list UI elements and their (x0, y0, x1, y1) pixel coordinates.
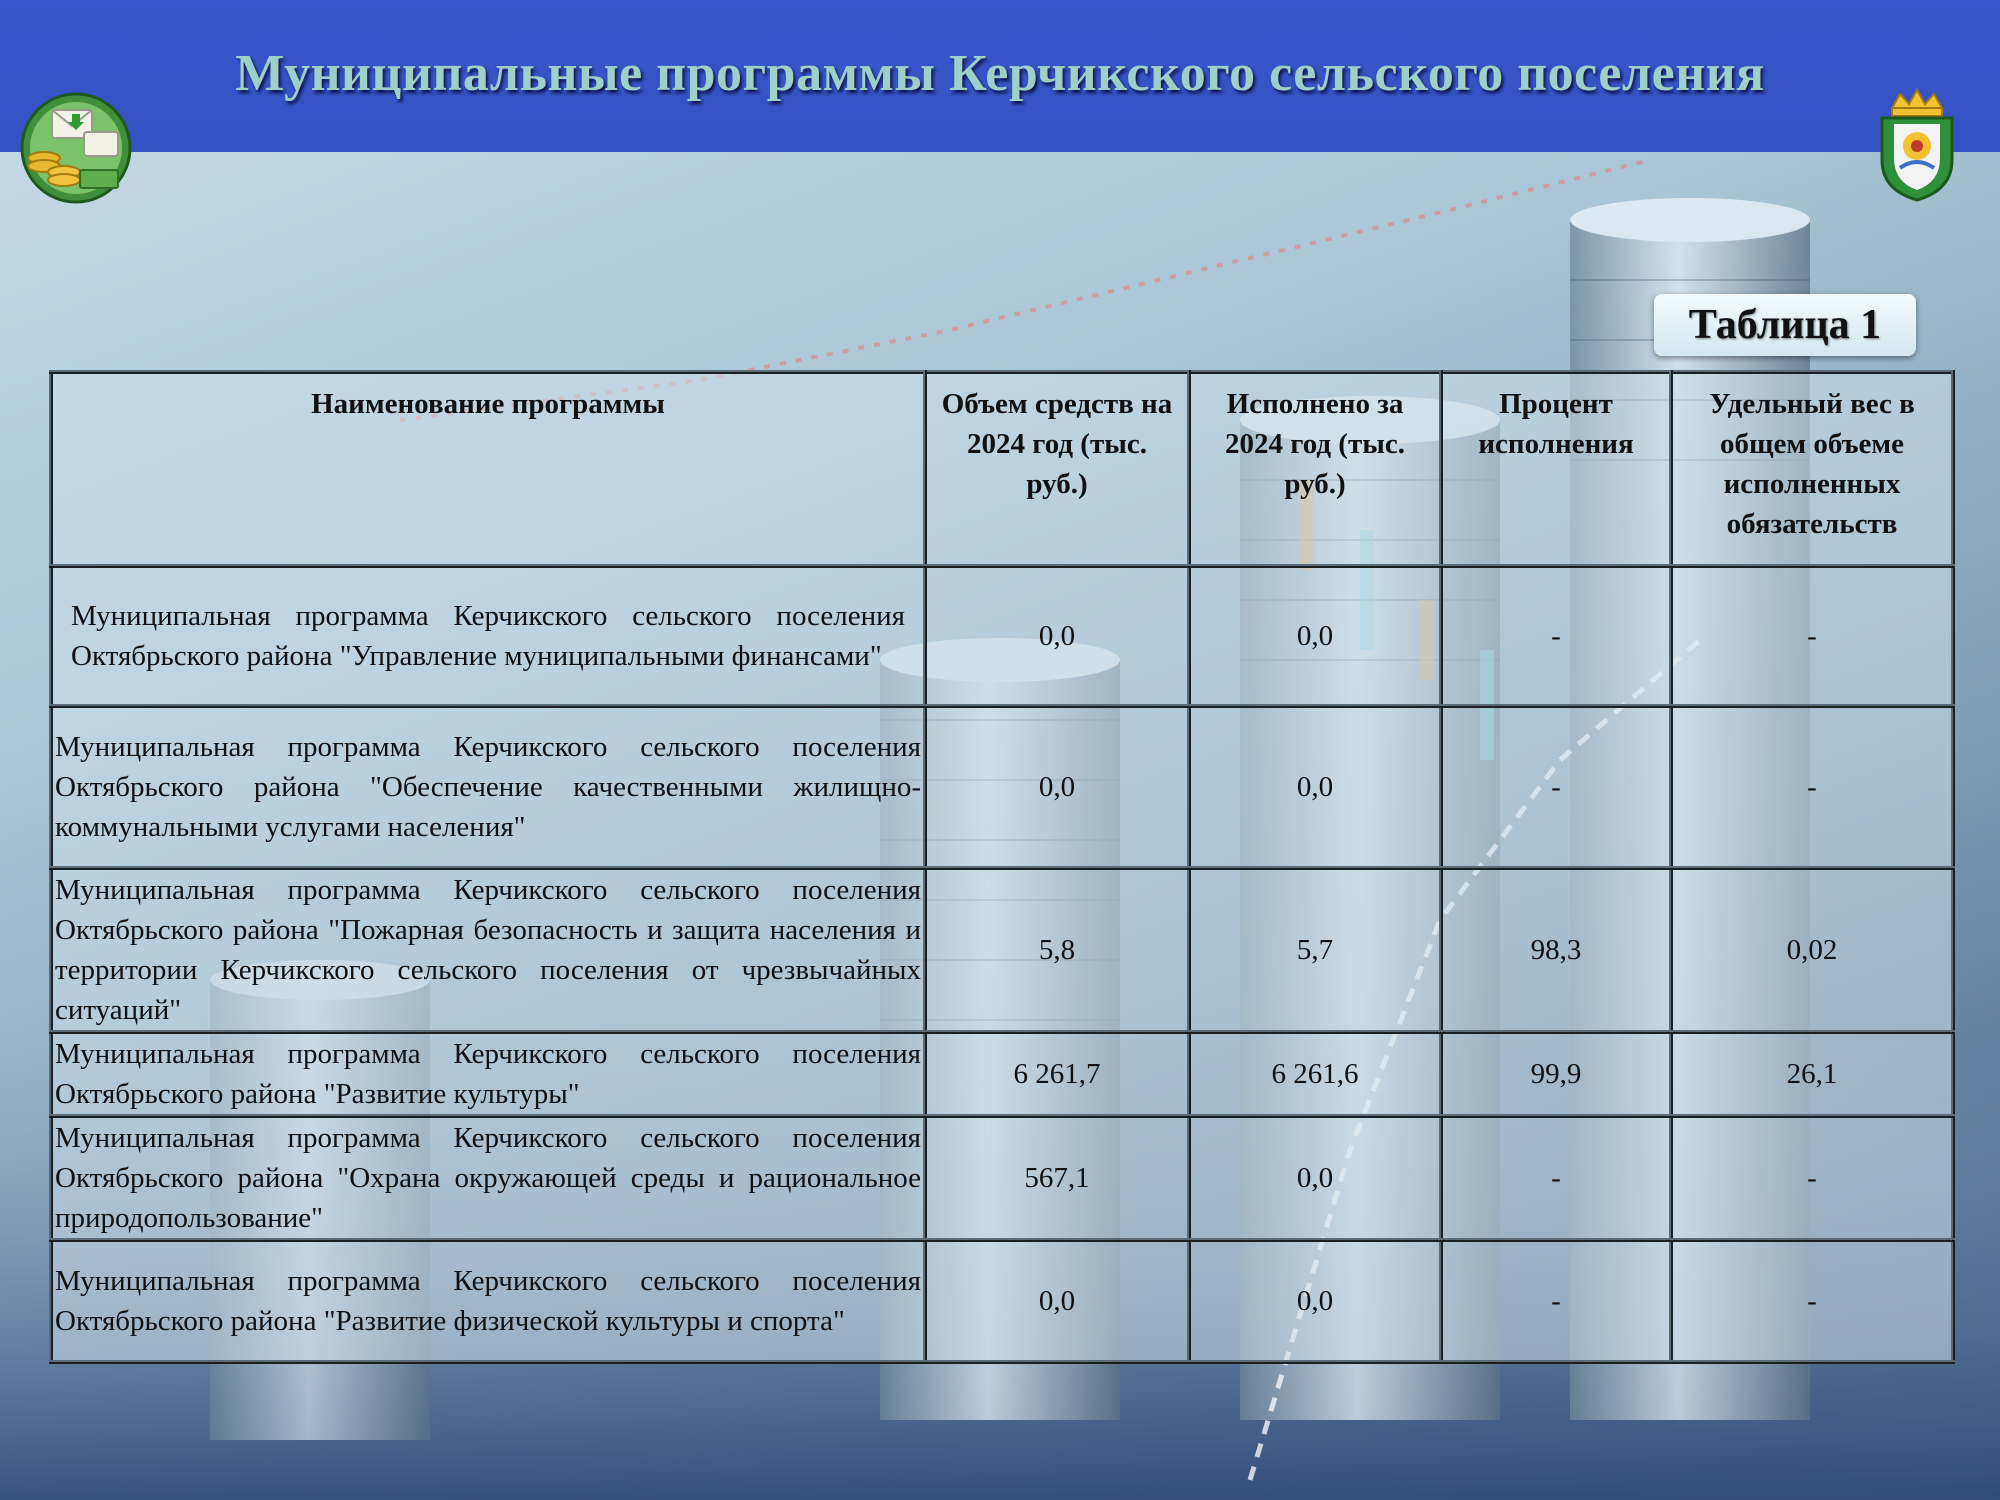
share-cell: - (1671, 706, 1953, 868)
money-coins-icon (14, 92, 134, 204)
percent-cell: 99,9 (1441, 1032, 1671, 1116)
page-title: Муниципальные программы Керчикского сельского поселения (235, 45, 1765, 102)
executed-cell: 0,0 (1189, 1240, 1441, 1362)
share-cell: 0,02 (1671, 868, 1953, 1032)
executed-cell: 0,0 (1189, 1116, 1441, 1240)
planned-cell: 567,1 (925, 1116, 1189, 1240)
planned-cell: 6 261,7 (925, 1032, 1189, 1116)
share-cell: 26,1 (1671, 1032, 1953, 1116)
percent-cell: - (1441, 706, 1671, 868)
table-row (51, 868, 1953, 1032)
percent-cell: - (1441, 1240, 1671, 1362)
column-header-program: Наименование программы (51, 372, 925, 566)
column-header-percent: Процент исполнения (1441, 372, 1671, 566)
table-row (51, 1240, 1953, 1362)
executed-cell: 5,7 (1189, 868, 1441, 1032)
column-header-executed: Исполнено за 2024 год (тыс. руб.) (1189, 372, 1441, 566)
percent-cell: - (1441, 1116, 1671, 1240)
column-header-planned: Объем средств на 2024 год (тыс. руб.) (925, 372, 1189, 566)
share-cell: - (1671, 566, 1953, 706)
program-name-cell: Муниципальная программа Керчикского сельского поселения Октябрьского района "Управление муниципальными финансами" (51, 566, 925, 706)
planned-cell: 5,8 (925, 868, 1189, 1032)
planned-cell: 0,0 (925, 1240, 1189, 1362)
share-cell: - (1671, 1116, 1953, 1240)
percent-cell: - (1441, 566, 1671, 706)
executed-cell: 6 261,6 (1189, 1032, 1441, 1116)
program-name-cell: Муниципальная программа Керчикского сельского поселения Октябрьского района "Охрана окружающей среды и рациональное природопользование" (51, 1116, 925, 1240)
coat-of-arms-icon (1872, 86, 1962, 202)
program-name-cell: Муниципальная программа Керчикского сельского поселения Октябрьского района "Обеспечение качественными жилищно-коммунальными услугами населения" (51, 706, 925, 868)
table-row (51, 1032, 1953, 1116)
executed-cell: 0,0 (1189, 706, 1441, 868)
program-name-cell: Муниципальная программа Керчикского сельского поселения Октябрьского района "Развитие культуры" (51, 1032, 925, 1116)
table-row (51, 706, 1953, 868)
program-name-cell: Муниципальная программа Керчикского сельского поселения Октябрьского района "Развитие физической культуры и спорта" (51, 1240, 925, 1362)
table-row (51, 1116, 1953, 1240)
header-bar (0, 0, 2000, 152)
planned-cell: 0,0 (925, 566, 1189, 706)
table-header-row (51, 372, 1953, 566)
table-row (51, 566, 1953, 706)
executed-cell: 0,0 (1189, 566, 1441, 706)
column-header-share: Удельный вес в общем объеме исполненных обязательств (1671, 372, 1953, 566)
percent-cell: 98,3 (1441, 868, 1671, 1032)
programs-table (49, 370, 1955, 1364)
planned-cell: 0,0 (925, 706, 1189, 868)
share-cell: - (1671, 1240, 1953, 1362)
program-name-cell: Муниципальная программа Керчикского сельского поселения Октябрьского района "Пожарная безопасность и защита населения и территории Керчикского сельского поселения от чрезвычайных ситуаций" (51, 868, 925, 1032)
table-label: Таблица 1 (1654, 294, 1916, 356)
